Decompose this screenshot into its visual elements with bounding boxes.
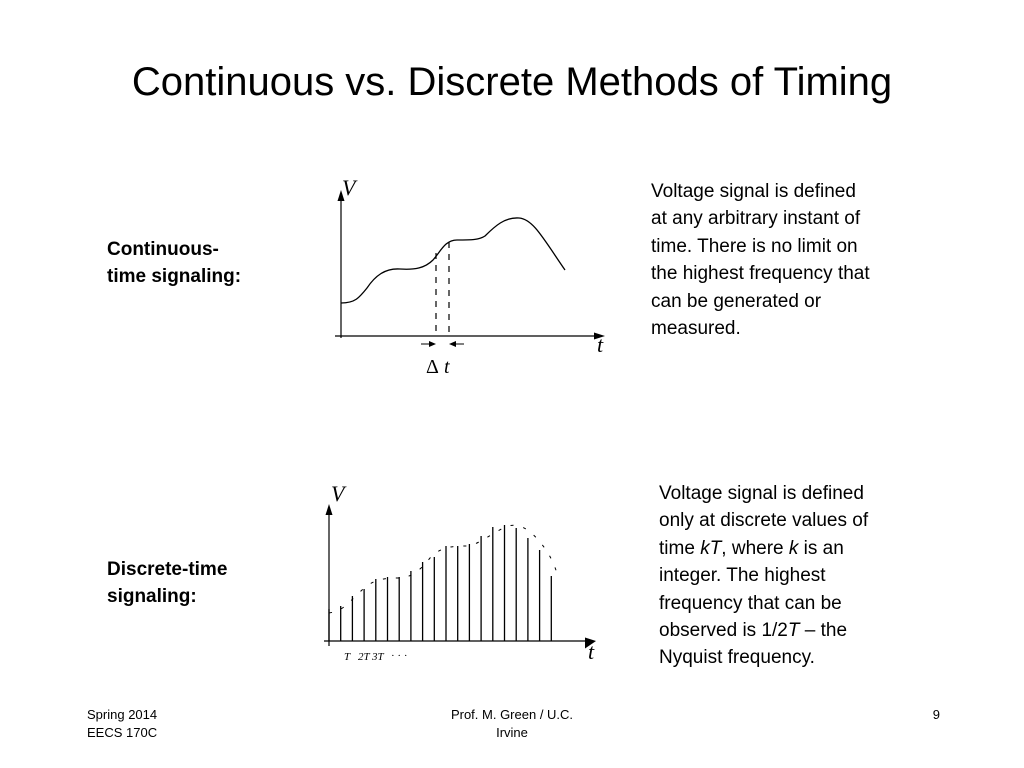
footer-left: [87, 706, 157, 742]
delta-t-label: t: [444, 356, 450, 378]
footer-course: EECS 170C: [87, 725, 158, 740]
tick-label-T: T: [344, 651, 351, 663]
continuous-label-line-2: time signaling:: [107, 266, 242, 287]
discrete-v-label: V: [331, 481, 345, 506]
discrete-desc-line-6: [659, 617, 868, 644]
continuous-desc-line-6: measured.: [651, 318, 741, 340]
discrete-desc-k: k: [788, 537, 799, 559]
continuous-signal-curve: [341, 218, 565, 303]
tick-label-3T: 3T: [372, 651, 384, 663]
footer-author-line-1: Prof. M. Green / U.C.: [450, 707, 574, 722]
discrete-envelope-curve: [329, 525, 558, 613]
discrete-samples: [329, 525, 551, 641]
continuous-v-label: V: [342, 175, 356, 200]
continuous-desc-line-3: time. There is no limit on: [651, 235, 858, 257]
continuous-desc-line-1: Voltage signal is defined: [651, 181, 856, 202]
tick-label-2T: 2T: [358, 651, 370, 663]
discrete-t-label: t: [588, 639, 595, 664]
discrete-desc-line-5: frequency that can be: [659, 592, 842, 614]
footer-center: [412, 706, 612, 742]
discrete-signal-graph: [318, 478, 608, 678]
discrete-description: [659, 480, 868, 672]
discrete-desc-line-4: integer. The highest: [659, 565, 826, 587]
discrete-desc-l6-b: – the: [799, 620, 848, 642]
discrete-desc-line-2: only at discrete values of: [659, 510, 869, 532]
discrete-desc-l6-a: observed is 1/2: [659, 620, 788, 642]
slide-title: Continuous vs. Discrete Methods of Timing: [131, 60, 893, 104]
discrete-desc-l3-a: time: [659, 537, 701, 559]
continuous-desc-line-5: can be generated or: [651, 290, 822, 312]
continuous-description: [651, 178, 870, 342]
delta-arrow-right-head: [449, 341, 456, 347]
discrete-desc-line-3: [659, 535, 868, 562]
delta-symbol: Δ: [426, 356, 439, 378]
tick-label-dots: · · ·: [391, 650, 408, 662]
continuous-desc-line-2: at any arbitrary instant of: [651, 208, 861, 230]
delta-arrow-left-head: [429, 341, 436, 347]
continuous-t-label: t: [597, 332, 604, 357]
continuous-signal-graph: [325, 168, 615, 378]
discrete-desc-line-7: Nyquist frequency.: [659, 647, 815, 669]
continuous-label: [107, 236, 241, 290]
discrete-desc-kT: kT: [700, 537, 722, 559]
page-number: 9: [932, 707, 940, 722]
discrete-desc-l3-b: , where: [721, 537, 789, 559]
discrete-label: [107, 556, 227, 610]
discrete-desc-T: T: [787, 620, 800, 642]
footer-author-line-2: Irvine: [496, 725, 528, 740]
continuous-desc-line-4: the highest frequency that: [651, 263, 870, 285]
discrete-desc-line-1: Voltage signal is defined: [659, 483, 864, 504]
footer-semester: Spring 2014: [87, 707, 158, 722]
continuous-label-line-1: Continuous-: [107, 239, 219, 260]
discrete-desc-l3-c: is an: [798, 537, 844, 559]
discrete-label-line-2: signaling:: [107, 586, 197, 607]
discrete-label-line-1: Discrete-time: [107, 559, 228, 580]
